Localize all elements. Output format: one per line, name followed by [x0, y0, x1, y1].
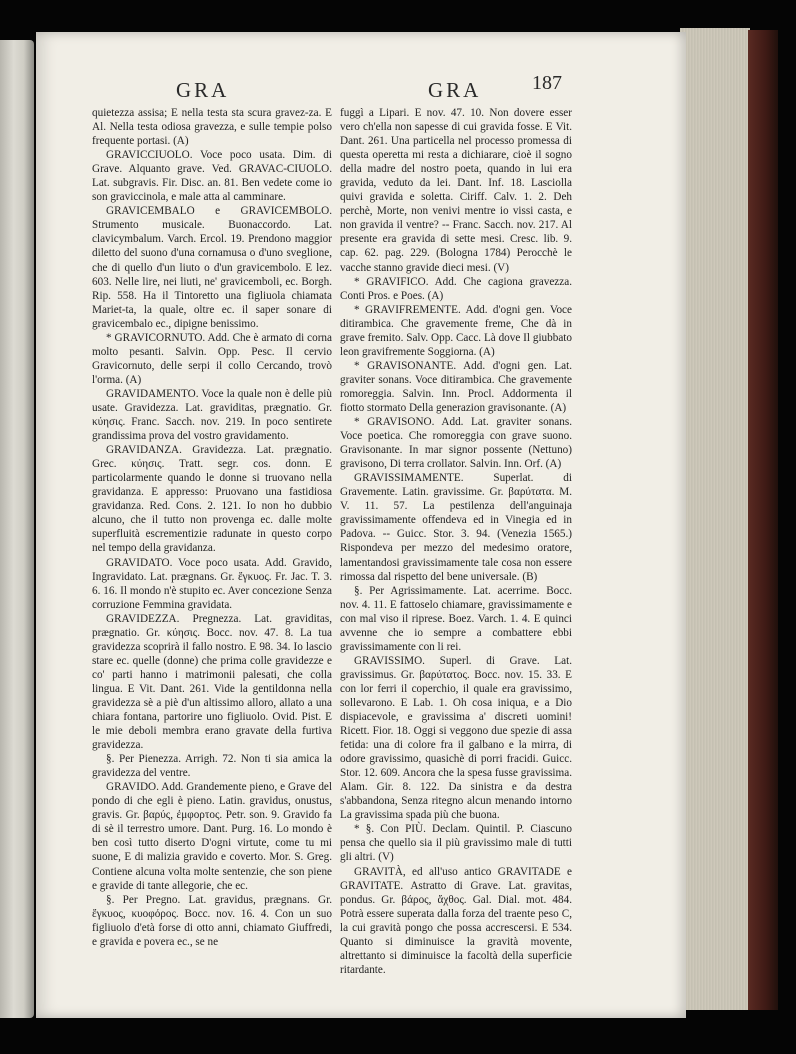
entry-graviccinolo: GRAVICCIUOLO. Voce poco usata. Dim. di Grave. Alquanto grave. Ved. GRAVAC-CIUOLO. Lat. subgravis. Fir. Disc. an. 81. Ben vedete come io son graviccinola, e male atta al camminare.: [92, 149, 332, 204]
entry-gravicornuto: * GRAVICORNUTO. Add. Che è armato di corna molto pesanti. Salvin. Opp. Pesc. Il cervio Gravicornuto, delle serpi il collo Cercando, trovò l'orma. (A): [92, 331, 332, 386]
entry-gravissimamente-sense: §. Per Agrissimamente. Lat. acerrime. Bocc. nov. 4. 11. E fattoselo chiamare, gravissimamente e con mal viso il riprese. Boez. Varch. 1. 4. E quinci avvenne che io sempre a combattere ebbi gravissimamente con li rei.: [340, 584, 572, 653]
entry-gravicembalo: GRAVICEMBALO e GRAVICEMBOLO. Strumento musicale. Buonaccordo. Lat. clavicymbalum. Varch. Ercol. 19. Prendono maggior diletto del suono d'una cornamusa o d'uno sveglione, che di quello d'un liuto o d'un gravicembolo. E lez. 603. Nelle lire, nei liuti, ne' gravicemboli, ec. Borgh. Rip. 558. Ha il Tintoretto una figliuola chiamata Mariet-ta, la quale, oltre ec. il saper sonare di gravicembalo ec., dipigne benissimo.: [92, 205, 332, 330]
entry-gravissimo-sense: * §. Con PIÙ. Declam. Quintil. P. Ciascuno pensa che quello sia il più gravissimo male di tutti gli altri. (V): [340, 823, 572, 864]
page-number: 187: [532, 72, 562, 94]
book-binding: [748, 30, 778, 1010]
entry-continuation: fuggì a Lipari. E nov. 47. 10. Non dovere esser vero ch'ella non sapesse di cui gravida fosse. E Vit. Dant. 261. Una particella nel processo promessa di questa operetta mi resta a dichiarare, cioè il sogno della madre del nostro poeta, quando in lui era gravida, veduto da lei. Dant. Inf. 18. Lasciolla quivi gravida e soletta. Ciriff. Calv. 1. 2. Deh perchè, Morte, non venivi mentre io vissi casta, e non gravida il ventre? -- Franc. Sacch. nov. 217. Al presente era gravida di sette mesi. Cresc. lib. 9. cap. 62. pag. 229. (Bologna 1784) Perocchè le vacche stanno gravide dieci mesi. (V): [340, 107, 572, 274]
entry-gravita: GRAVITÀ, ed all'uso antico GRAVITADE e GRAVITATE. Astratto di Grave. Lat. gravitas, pondus. Gr. βάρος, ἄχθος. Gal. Dial. mot. 484. Potrà essere superata dalla forza del traente peso C, la cui gravità pongo che possa accrescersi. E 534. Quanto si diminuisce la gravità movente, altrettanto si diminuisce la facoltà della superficie ritardante.: [340, 865, 572, 976]
entry-gravifico: * GRAVIFICO. Add. Che cagiona gravezza. Conti Pros. e Poes. (A): [340, 275, 572, 302]
page-stack-edge: [680, 28, 750, 1010]
entry-continuation: quietezza assisa; E nella testa sta scura gravez-za. E Al. Nella testa odiosa gravezza, e sulle tempie polso frequente portasi. (A): [92, 107, 332, 148]
previous-page-edge: [0, 40, 34, 1018]
entry-gravidezza-sense: §. Per Pienezza. Arrigh. 72. Non ti sia amica la gravidezza del ventre.: [92, 753, 332, 780]
entry-gravidato: GRAVIDATO. Voce poco usata. Add. Gravido, Ingravidato. Lat. prægnans. Gr. ἔγκυος. Fr. Jac. T. 3. 6. 16. Il mondo n'è stupito ec. Aver concezione Senza corruzione Femmina gravidata.: [92, 556, 332, 611]
entry-gravissimo: GRAVISSIMO. Superl. di Grave. Lat. gravissimus. Gr. βαρύτατος. Bocc. nov. 15. 33. E con lor ferri il coperchio, il quale era gravissimo, sollevarono. E Lab. 1. Oh cosa iniqua, e a Dio dispiacevole, e gravissima a' discreti uomini! Ricett. Fior. 18. Oggi si veggono due spezie di assa fetida: una di colore fra il galbano e la mirra, di odore gravissimo, quasichè di porri fracidi. Guicc. Stor. 12. 609. Ancora che la spesa fusse gravissima. Alam. Gir. 8. 122. Da sinistra e da destra s'abbandona, Senza ritegno alcun menando intorno La gravissima spada più che buona.: [340, 654, 572, 822]
entry-gravido: GRAVIDO. Add. Grandemente pieno, e Grave del pondo di che egli è pieno. Latin. gravidus, onustus, gravis. Gr. βαρύς, ἐμφορτος. Petr. son. 9. Gravido fa di sè il terrestro umore. Dant. Purg. 16. Lo mondo è ben così tutto diserto D'ogni virtute, come tu mi suone, E di malizia gravido e coverto. Mor. S. Greg. Contiene alcuna volta molte sentenzie, che son piene e gravide di tante allegorie, che ec.: [92, 781, 332, 892]
entry-gravissimamente: GRAVISSIMAMENTE. Superlat. di Gravemente. Latin. gravissime. Gr. βαρύτατα. M. V. 11. 57. La pestilenza dell'anguinaja gravissimamente offendeva ed in Vinegia ed in Padova. -- Guicc. Stor. 3. 94. (Venezia 1565.) Rispondeva per mezzo del medesimo oratore, lamentandosi gravissimamente tale cosa non essere rimossa dal rispetto del bene universale. (B): [340, 472, 572, 583]
running-head-left: GRA: [176, 78, 230, 102]
left-column: [92, 106, 332, 949]
entry-gravisono: * GRAVISONO. Add. Lat. graviter sonans. Voce poetica. Che romoreggia con grave suono. Gravisonante. In mar signor possente (Nettuno) gravisono, Di terra crollator. Salvin. Inn. Orf. (A): [340, 416, 572, 471]
running-head-right: GRA: [428, 78, 482, 102]
entry-gravido-sense: §. Per Pregno. Lat. gravidus, prægnans. Gr. ἔγκυος, κυοφόρος. Bocc. nov. 16. 4. Con un suo figliuolo d'età forse di otto anni, chiamato Giuffredi, e gravida e povera ec., se ne: [92, 893, 332, 948]
entry-gravifremente: * GRAVIFREMENTE. Add. d'ogni gen. Voce ditirambica. Che gravemente freme, Che dà in grave fremito. Salv. Opp. Cacc. Là dove Il giubbato leon gravifremente Soggiorna. (A): [340, 303, 572, 358]
right-column: [340, 106, 572, 977]
entry-gravidezza: GRAVIDEZZA. Pregnezza. Lat. graviditas, prægnatio. Gr. κύησις. Bocc. nov. 47. 8. La tua gravidezza scoprirà il fallo nostro. E 98. 34. Io lascio stare ec. quelle (donne) che prima colle gravidezze e co' parti hanno i matrimonii palesati, che colla lingua. E Vit. Dant. 261. Vide la gentildonna nella gravidezza sè a piè d'un altissimo alloro, allato a una chiara fontana, partorire uno figliuolo. Ovid. Pist. E le mie deboli membra erano gravate della furtiva gravidezza.: [92, 612, 332, 752]
entry-gravidamento: GRAVIDAMENTO. Voce la quale non è delle più usate. Gravidezza. Lat. graviditas, prægnatio. Gr. κύησις. Franc. Sacch. nov. 219. In poco sentirete grandissima prova del vostro gravidamento.: [92, 387, 332, 443]
entry-gravisonante: * GRAVISONANTE. Add. d'ogni gen. Lat. graviter sonans. Voce ditirambica. Che gravemente romoreggia. Salvin. Inn. Procl. Addormenta il fiotto stormato Della generazion gravisonante. (A): [340, 359, 572, 414]
entry-gravidanza: GRAVIDANZA. Gravidezza. Lat. prægnatio. Grec. κύησις. Tratt. segr. cos. donn. E particolarmente quando le donne si truovano nella gravidanza. E appresso: Pruovano una fastidiosa gravidanza. Red. Cons. 2. 121. Io non ho dubbio alcuno, che il tutto non provenga ec. dalle molte superfluità escrementizie radunate in questo corpo nel tempo della gravidanza.: [92, 444, 332, 555]
